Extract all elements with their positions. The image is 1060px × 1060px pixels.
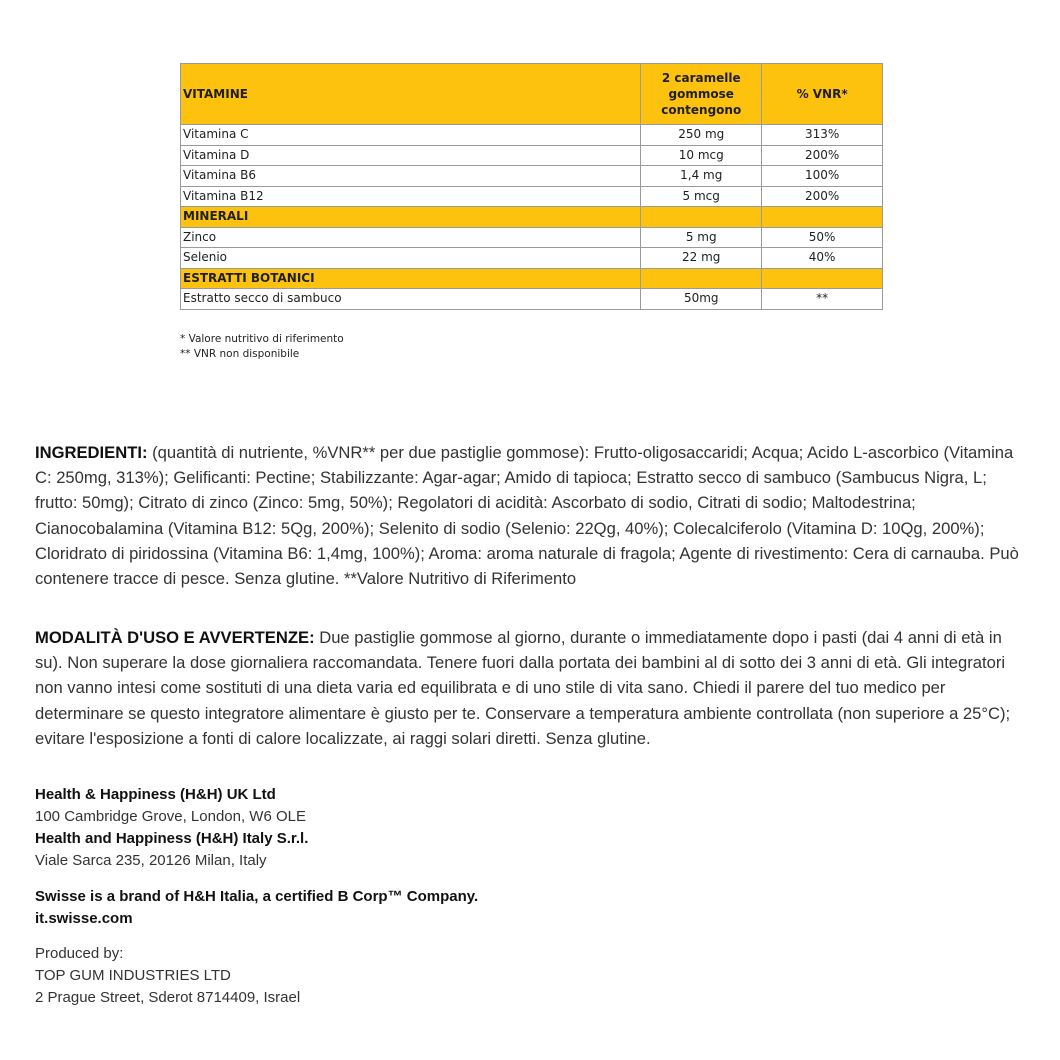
table-row: Vitamina B12 5 mcg 200% <box>181 186 883 207</box>
ingredients-paragraph <box>35 440 1025 591</box>
section-row-botanicals: ESTRATTI BOTANICI <box>181 268 883 289</box>
table-header-row <box>181 64 883 125</box>
uk-company-name: Health & Happiness (H&H) UK Ltd <box>35 786 276 803</box>
it-company-name: Health and Happiness (H&H) Italy S.r.l. <box>35 830 309 847</box>
table-row: Zinco 5 mg 50% <box>181 227 883 248</box>
table-footnotes <box>180 332 344 362</box>
ingredients-label: INGREDIENTI: <box>35 443 148 462</box>
usage-paragraph <box>35 625 1025 751</box>
it-company-address: Viale Sarca 235, 20126 Milan, Italy <box>35 852 267 869</box>
ingredients-text: (quantità di nutriente, %VNR** per due pastiglie gommose): Frutto-oligosaccaridi; Acqua; Acido L-ascorbico (Vitamina C: 250mg, 313%); Gelificanti: Pectine; Stabilizzante: Agar-agar; Amido di tapioca; Estratto secco di sambuco (Sambucus Nigra, L; frutto: 50mg); Citrato di zinco (Zinco: 5mg, 50%); Regolatori di acidità: Ascorbato di sodio, Citrati di sodio; Maltodestrina; Cianocobalamina (Vitamina B12: 5Qg, 200%); Selenito di sodio (Selenio: 22Qg, 40%); Colecalciferolo (Vitamina D: 10Qg, 200%); Cloridrato di piridossina (Vitamina B6: 1,4mg, 100%); Aroma: aroma naturale di fragola; Agente di rivestimento: Cera di carnauba. Può contenere tracce di pesce. Senza glutine. **Valore Nutritivo di Riferimento <box>35 443 1019 589</box>
table-row: Vitamina D 10 mcg 200% <box>181 145 883 166</box>
header-vitamine: VITAMINE <box>181 64 641 125</box>
footnote-not-available: ** VNR non disponibile <box>180 348 300 360</box>
usage-text: Due pastiglie gommose al giorno, durante o immediatamente dopo i pasti (dai 4 anni di età in su). Non superare la dose giornaliera raccomandata. Tenere fuori dalla portata dei bambini al di sotto dei 3 anni di età. Gli integratori non vanno intesi come sostituti di una dieta varia ed equilibrata e di uno stile di vita sano. Chiedi il parere del tuo medico per determinare se questo integratore alimentare è giusto per te. Conservare a temperatura ambiente controllata (non superiore a 25°C); evitare l'esposizione a fonti di calore localizzate, ai raggi solari diretti. Senza glutine. <box>35 628 1011 748</box>
header-vnr: % VNR* <box>762 64 883 125</box>
uk-company-address: 100 Cambridge Grove, London, W6 OLE <box>35 808 306 825</box>
brand-statement: Swisse is a brand of H&H Italia, a certified B Corp™ Company. <box>35 888 479 905</box>
table-row: Selenio 22 mg 40% <box>181 248 883 269</box>
header-amount: 2 caramelle gommose contengono <box>641 64 762 125</box>
section-row-minerals: MINERALI <box>181 207 883 228</box>
table-row: Vitamina C 250 mg 313% <box>181 125 883 146</box>
usage-label: MODALITÀ D'USO E AVVERTENZE: <box>35 628 315 647</box>
brand-website: it.swisse.com <box>35 910 133 927</box>
footnote-vnr: * Valore nutritivo di riferimento <box>180 333 344 345</box>
nutrition-table <box>180 63 883 310</box>
producer-info <box>35 943 1025 1009</box>
table-row: Estratto secco di sambuco 50mg ** <box>181 289 883 310</box>
brand-info <box>35 886 1025 930</box>
company-info <box>35 784 1025 872</box>
table-row: Vitamina B6 1,4 mg 100% <box>181 166 883 187</box>
producer-address: 2 Prague Street, Sderot 8714409, Israel <box>35 989 301 1006</box>
producer-name: TOP GUM INDUSTRIES LTD <box>35 967 231 984</box>
producer-label: Produced by: <box>35 945 124 962</box>
